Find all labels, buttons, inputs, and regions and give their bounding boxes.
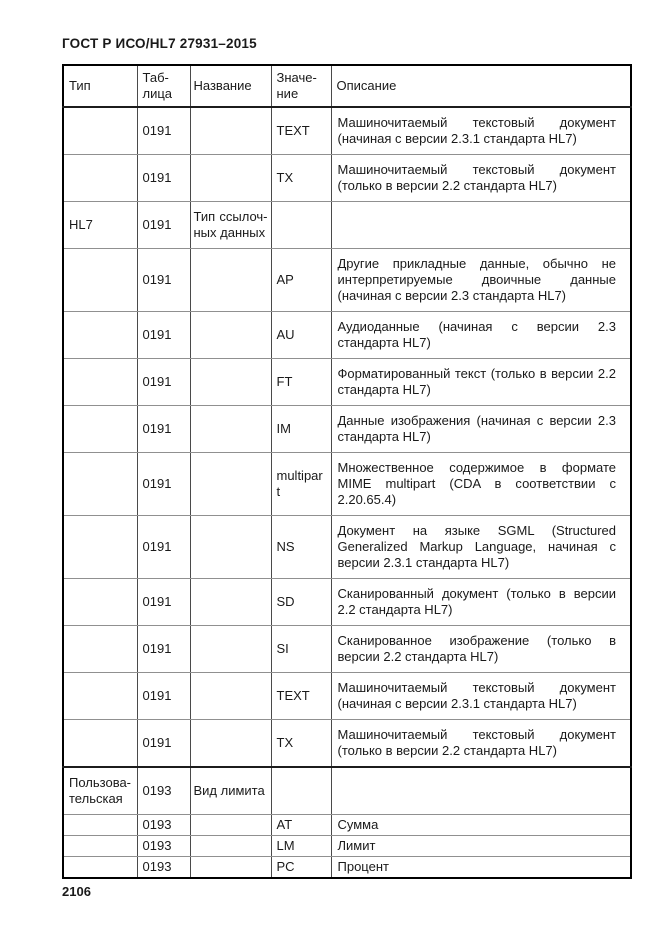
cell-description: Другие прикладные данные, обычно не интерпретируемые двоичные данные (начиная с версии 2.3 стандарта HL7) [331, 249, 631, 312]
column-header-table: Таб-лица [137, 65, 190, 107]
cell-table-number: 0193 [137, 836, 190, 857]
cell-description: Машиночитаемый текстовый документ (только в версии 2.2 стандарта HL7) [331, 720, 631, 768]
table-row [63, 202, 631, 249]
cell-name [190, 836, 271, 857]
cell-description [331, 202, 631, 249]
cell-description: Лимит [331, 836, 631, 857]
cell-table-number: 0191 [137, 516, 190, 579]
cell-table-number: 0193 [137, 857, 190, 879]
table-row [63, 249, 631, 312]
cell-table-number: 0191 [137, 673, 190, 720]
cell-type [63, 107, 137, 155]
cell-name [190, 249, 271, 312]
table-row [63, 516, 631, 579]
cell-type [63, 249, 137, 312]
cell-value: multipart [271, 453, 331, 516]
table-body [63, 107, 631, 878]
cell-type [63, 312, 137, 359]
cell-name [190, 673, 271, 720]
cell-description: Сканированное изображение (только в версии 2.2 стандарта HL7) [331, 626, 631, 673]
table-row [63, 720, 631, 768]
cell-description: Аудиоданные (начиная с версии 2.3 стандарта HL7) [331, 312, 631, 359]
cell-value: FT [271, 359, 331, 406]
cell-name [190, 857, 271, 879]
column-header-type: Тип [63, 65, 137, 107]
cell-value: SD [271, 579, 331, 626]
cell-table-number: 0191 [137, 249, 190, 312]
cell-type [63, 516, 137, 579]
cell-type [63, 836, 137, 857]
cell-table-number: 0191 [137, 312, 190, 359]
cell-value: SI [271, 626, 331, 673]
cell-description [331, 767, 631, 815]
table-row [63, 107, 631, 155]
cell-type [63, 579, 137, 626]
cell-value: IM [271, 406, 331, 453]
cell-value: TEXT [271, 673, 331, 720]
cell-type [63, 359, 137, 406]
page-number: 2106 [62, 884, 91, 899]
cell-description: Машиночитаемый текстовый документ (начиная с версии 2.3.1 стандарта HL7) [331, 107, 631, 155]
cell-table-number: 0193 [137, 815, 190, 836]
cell-type [63, 673, 137, 720]
cell-table-number: 0191 [137, 107, 190, 155]
cell-type [63, 720, 137, 768]
cell-name [190, 155, 271, 202]
cell-description: Сумма [331, 815, 631, 836]
cell-type [63, 453, 137, 516]
table-row [63, 312, 631, 359]
cell-name: Вид лимита [190, 767, 271, 815]
hl7-values-table [62, 64, 632, 879]
cell-value: AP [271, 249, 331, 312]
cell-name [190, 626, 271, 673]
table-header-row [63, 65, 631, 107]
table-row [63, 453, 631, 516]
cell-value: NS [271, 516, 331, 579]
cell-description: Данные изображения (начиная с версии 2.3 стандарта HL7) [331, 406, 631, 453]
cell-table-number: 0191 [137, 720, 190, 768]
cell-table-number: 0191 [137, 626, 190, 673]
cell-name [190, 406, 271, 453]
cell-table-number: 0191 [137, 359, 190, 406]
cell-description: Процент [331, 857, 631, 879]
cell-name [190, 720, 271, 768]
cell-name: Тип ссылоч-ных данных [190, 202, 271, 249]
table-row [63, 579, 631, 626]
cell-name [190, 359, 271, 406]
cell-value: TX [271, 155, 331, 202]
cell-description: Документ на языке SGML (Structured Generalized Markup Language, начиная с версии 2.3.1 стандарта HL7) [331, 516, 631, 579]
cell-name [190, 107, 271, 155]
cell-type [63, 815, 137, 836]
cell-table-number: 0191 [137, 453, 190, 516]
cell-value: LM [271, 836, 331, 857]
table-row [63, 626, 631, 673]
table-row [63, 815, 631, 836]
cell-type: HL7 [63, 202, 137, 249]
table-row [63, 406, 631, 453]
table-row [63, 767, 631, 815]
table-row [63, 836, 631, 857]
cell-value [271, 202, 331, 249]
column-header-value: Значе-ние [271, 65, 331, 107]
cell-name [190, 312, 271, 359]
table-row [63, 857, 631, 879]
cell-description: Форматированный текст (только в версии 2.2 стандарта HL7) [331, 359, 631, 406]
table-header [63, 65, 631, 107]
cell-description: Множественное содержимое в формате MIME multipart (CDA в соответствии с 2.20.65.4) [331, 453, 631, 516]
cell-description: Машиночитаемый текстовый документ (начиная с версии 2.3.1 стандарта HL7) [331, 673, 631, 720]
table-row [63, 359, 631, 406]
table-row [63, 673, 631, 720]
cell-value: AT [271, 815, 331, 836]
cell-name [190, 815, 271, 836]
table-row [63, 155, 631, 202]
cell-type [63, 626, 137, 673]
cell-value: TX [271, 720, 331, 768]
cell-table-number: 0191 [137, 406, 190, 453]
cell-name [190, 453, 271, 516]
cell-value: TEXT [271, 107, 331, 155]
cell-name [190, 516, 271, 579]
cell-table-number: 0191 [137, 155, 190, 202]
cell-value [271, 767, 331, 815]
cell-type [63, 857, 137, 879]
column-header-description: Описание [331, 65, 631, 107]
cell-name [190, 579, 271, 626]
cell-table-number: 0191 [137, 579, 190, 626]
column-header-name: Название [190, 65, 271, 107]
cell-type: Пользова-тельская [63, 767, 137, 815]
cell-type [63, 406, 137, 453]
cell-description: Машиночитаемый текстовый документ (только в версии 2.2 стандарта HL7) [331, 155, 631, 202]
cell-table-number: 0191 [137, 202, 190, 249]
cell-type [63, 155, 137, 202]
cell-table-number: 0193 [137, 767, 190, 815]
cell-value: AU [271, 312, 331, 359]
cell-value: PC [271, 857, 331, 879]
cell-description: Сканированный документ (только в версии 2.2 стандарта HL7) [331, 579, 631, 626]
document-title: ГОСТ Р ИСО/HL7 27931–2015 [62, 36, 257, 51]
